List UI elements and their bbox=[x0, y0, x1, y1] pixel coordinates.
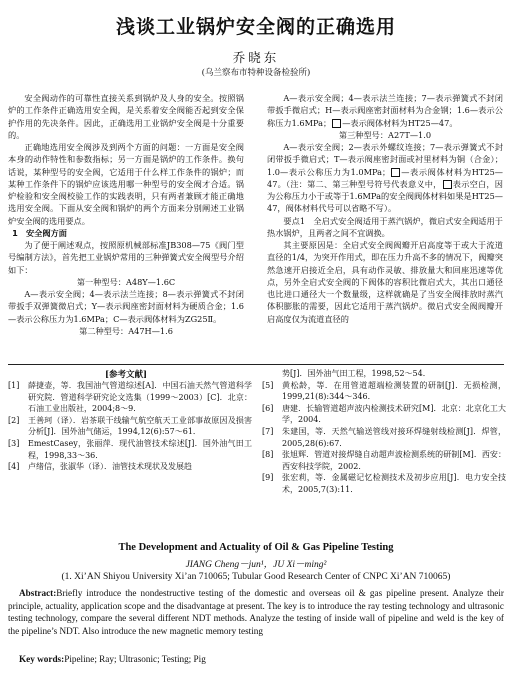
blank-box-icon bbox=[443, 180, 452, 189]
reference-item bbox=[262, 472, 506, 495]
model-number-line: 第三种型号：A27T—1.0 bbox=[338, 129, 432, 140]
reference-text: 卢绪信，张淑华（译）．油管技术现状及发展趋 bbox=[28, 462, 192, 472]
reference-item bbox=[8, 461, 252, 473]
paragraph-text: A—表示安全阀；2—表示外螺纹连接；7—表示弹簧式不封闭带扳手微启式；T—表示阀座密封面或衬里材料为铜（合金）；1.0—表示公称压力为1.0MPa； bbox=[267, 142, 503, 177]
paragraph bbox=[267, 92, 503, 129]
paragraph: 正确地选用安全阀涉及到两个方面的问题：一方面是安全阀本身的动作特性和参数指标；另一方面是锅炉的工作条件。换句话说，某种型号的安全阀，它适用于什么样工作条件的锅炉；而某种工作条件下的锅炉应该选用哪一种型号的安全阀才合适。锅炉检验和安全阀校验工作的实践表明，只有两者兼顾才能正确地选用安全阀。下面从安全阀和锅炉的两个方面来分别阐述工业锅炉安全阀的选用要点。 bbox=[8, 142, 244, 226]
reference-text: 势[J]．国外油气田工程，1998,52～54． bbox=[282, 369, 431, 378]
reference-item-continued bbox=[262, 368, 506, 380]
reference-text: 王善珂（译）．岩茶联干线输气航空航天工业部事故原因及损害分析[J]．国外油气储运，1994,12(6):57～61． bbox=[28, 415, 252, 437]
reference-number: [3] bbox=[8, 438, 20, 448]
paragraph-text: —表示阀体材料为HT25—47。（注：第二、第三种型号符号代表意义中， bbox=[267, 166, 503, 189]
keywords-label: Key words: bbox=[19, 654, 65, 664]
reference-text: 张宏莉，等．金属磁记忆检测技术及初步应用[J]．电力安全技术，2005,7(3):11． bbox=[282, 473, 506, 494]
paragraph-text: A—表示安全阀；4—表示法兰连接；7—表示弹簧式不封闭带扳手微启式；H—表示阀座密封面材料为合金钢；1.6—表示公称压力1.6MPa； bbox=[267, 93, 503, 128]
author-name: 乔晓东 bbox=[232, 50, 280, 65]
reference-item bbox=[8, 380, 252, 415]
reference-number: [8] bbox=[262, 450, 274, 460]
abstract-text: Briefly introduce the nondestructive testing of the domestic and overseas oil & gas pipeline present. Analyze their principle, actuality, application scope and the disadvantage at present. The key is to introduce the ray testing technology and ultrasonic testing technology, compare the several different NDT methods. Analyze the testing of inside wall of pipeline and weld is the key of the pipeline’s NDT. Also introduce the new magnetic memory testing bbox=[8, 588, 504, 636]
paragraph: 其主要原因是：全启式安全阀阀瓣开启高度等于或大于流道直径的1/4，为突开作用式，即在压力升高不多的情况下，阀瓣突然急速开启接近全启，具有动作灵敏、排放量大和回座迅速等优点，另外全启式安全阀的下阀体的容积比微启式大，其出口通径也比进口通径大一个数量级，这样就确是了当安全阀排放时蒸汽体积膨胀的需要，因此它适用于蒸汽锅炉。微启式安全阀阀瓣开启高度仅为流道直径的 bbox=[267, 240, 503, 324]
article-title: 浅谈工业锅炉安全阀的正确选用 bbox=[115, 16, 396, 38]
reference-text: EmestCasey，张丽萍．现代油管技术综述[J]．国外油气田工程，1998,33～36． bbox=[28, 438, 252, 460]
reference-item bbox=[8, 438, 252, 461]
paragraph-text: 表示空白，因为公称压力小于或等于1.6MPa的安全阀阀体材料如果是HT25—47，阀体材料代号可以省略不写）。 bbox=[267, 178, 503, 214]
reference-item bbox=[262, 449, 506, 472]
reference-number: [4] bbox=[8, 462, 20, 472]
body-column-left bbox=[8, 92, 244, 360]
reference-item bbox=[262, 426, 506, 449]
model-number-line: 第一种型号：A48Y—1.6C bbox=[76, 276, 176, 287]
english-authors: JIANG Cheng－jun¹，JU Xi－ming² bbox=[185, 560, 327, 570]
english-keywords bbox=[8, 654, 504, 664]
blank-box-icon bbox=[391, 168, 400, 177]
references-list-left bbox=[8, 380, 252, 473]
reference-text: 唐建．长输管道超声波内检测技术研究[M]．北京：北京化工大学，2004． bbox=[282, 403, 506, 425]
english-abstract bbox=[8, 587, 504, 637]
reference-number: [1] bbox=[8, 381, 20, 390]
reference-number: [2] bbox=[8, 415, 20, 425]
paragraph bbox=[267, 141, 503, 215]
author-affiliation: (乌兰察布市特种设备检验所) bbox=[201, 68, 311, 78]
section-heading: 1 安全阀方面 bbox=[12, 227, 67, 238]
blank-box-icon bbox=[332, 119, 341, 128]
paragraph: 安全阀动作的可靠性直接关系到锅炉及人身的安全。按照锅炉的工作条件正确选用安全阀，是关系着安全阀能否起到安全保护作用的先决条件。因此，正确选用工业锅炉安全阀是十分重要的。 bbox=[8, 93, 244, 140]
abstract-label: Abstract: bbox=[19, 588, 57, 598]
reference-number: [9] bbox=[262, 473, 274, 483]
references-list-right bbox=[262, 368, 506, 496]
reference-text: 黄松龄，等．在用管道超端检测装置的研制[J]．无损检测，1999,21(8):344～346． bbox=[282, 380, 506, 402]
paragraph-text: —表示阀体材料为HT25—47。 bbox=[342, 117, 458, 128]
paragraph: 为了便于阐述观点，按照原机械部标准JB308—75《阀门型号编制方法》，首先把工业锅炉常用的三种弹簧式安全阀型号介绍如下： bbox=[8, 240, 244, 275]
reference-item bbox=[262, 403, 506, 426]
reference-number: [6] bbox=[262, 403, 274, 413]
reference-item bbox=[8, 415, 252, 438]
keywords-text: Pipeline; Ray; Ultrasonic; Testing; Pig bbox=[64, 654, 206, 664]
reference-number: [7] bbox=[262, 426, 274, 436]
body-column-right bbox=[267, 92, 503, 360]
model-number-line: 第二种型号：A47H—1.6 bbox=[79, 325, 173, 336]
key-point-paragraph: 要点1 全启式安全阀适用于蒸汽锅炉，微启式安全阀适用于热水锅炉，且两者之间不宜调换。 bbox=[267, 215, 503, 238]
english-title: The Development and Actuality of Oil & Gas Pipeline Testing bbox=[118, 542, 394, 553]
reference-text: 朱建国，等．天然气输送管线对接环焊缝射线检测[J]．焊管，2005,28(6):67． bbox=[282, 426, 506, 448]
reference-text: 张旭辉．管道对接焊缝自动超声波检测系统的研制[M]．西安：西安科技学院，2002． bbox=[282, 450, 506, 471]
paragraph: A—表示安全阀；4—表示法兰连接；8—表示弹簧式不封闭带扳手双弹簧微启式；Y—表示阀座密封面材料为硬质合金；1.6—表示公称压力为1.6MPa；C—表示阀体材料为ZG25Ⅱ。 bbox=[8, 289, 244, 324]
reference-item bbox=[262, 380, 506, 403]
references-heading: [参考文献] bbox=[104, 370, 148, 380]
english-affiliation: (1. Xi’AN Shiyou University Xi’an 710065; Tubular Good Research Center of CNPC Xi’AN 710065) bbox=[61, 572, 451, 582]
references-divider bbox=[8, 364, 504, 365]
reference-number: [5] bbox=[262, 380, 274, 390]
reference-text: 薛捷壶，等．我国油气管道综述[A]．中国石油天然气管道科学研究院．管道科学研究论文选集（1999～2003）[C]．北京：石油工业出版社，2004;8～9． bbox=[28, 381, 252, 414]
